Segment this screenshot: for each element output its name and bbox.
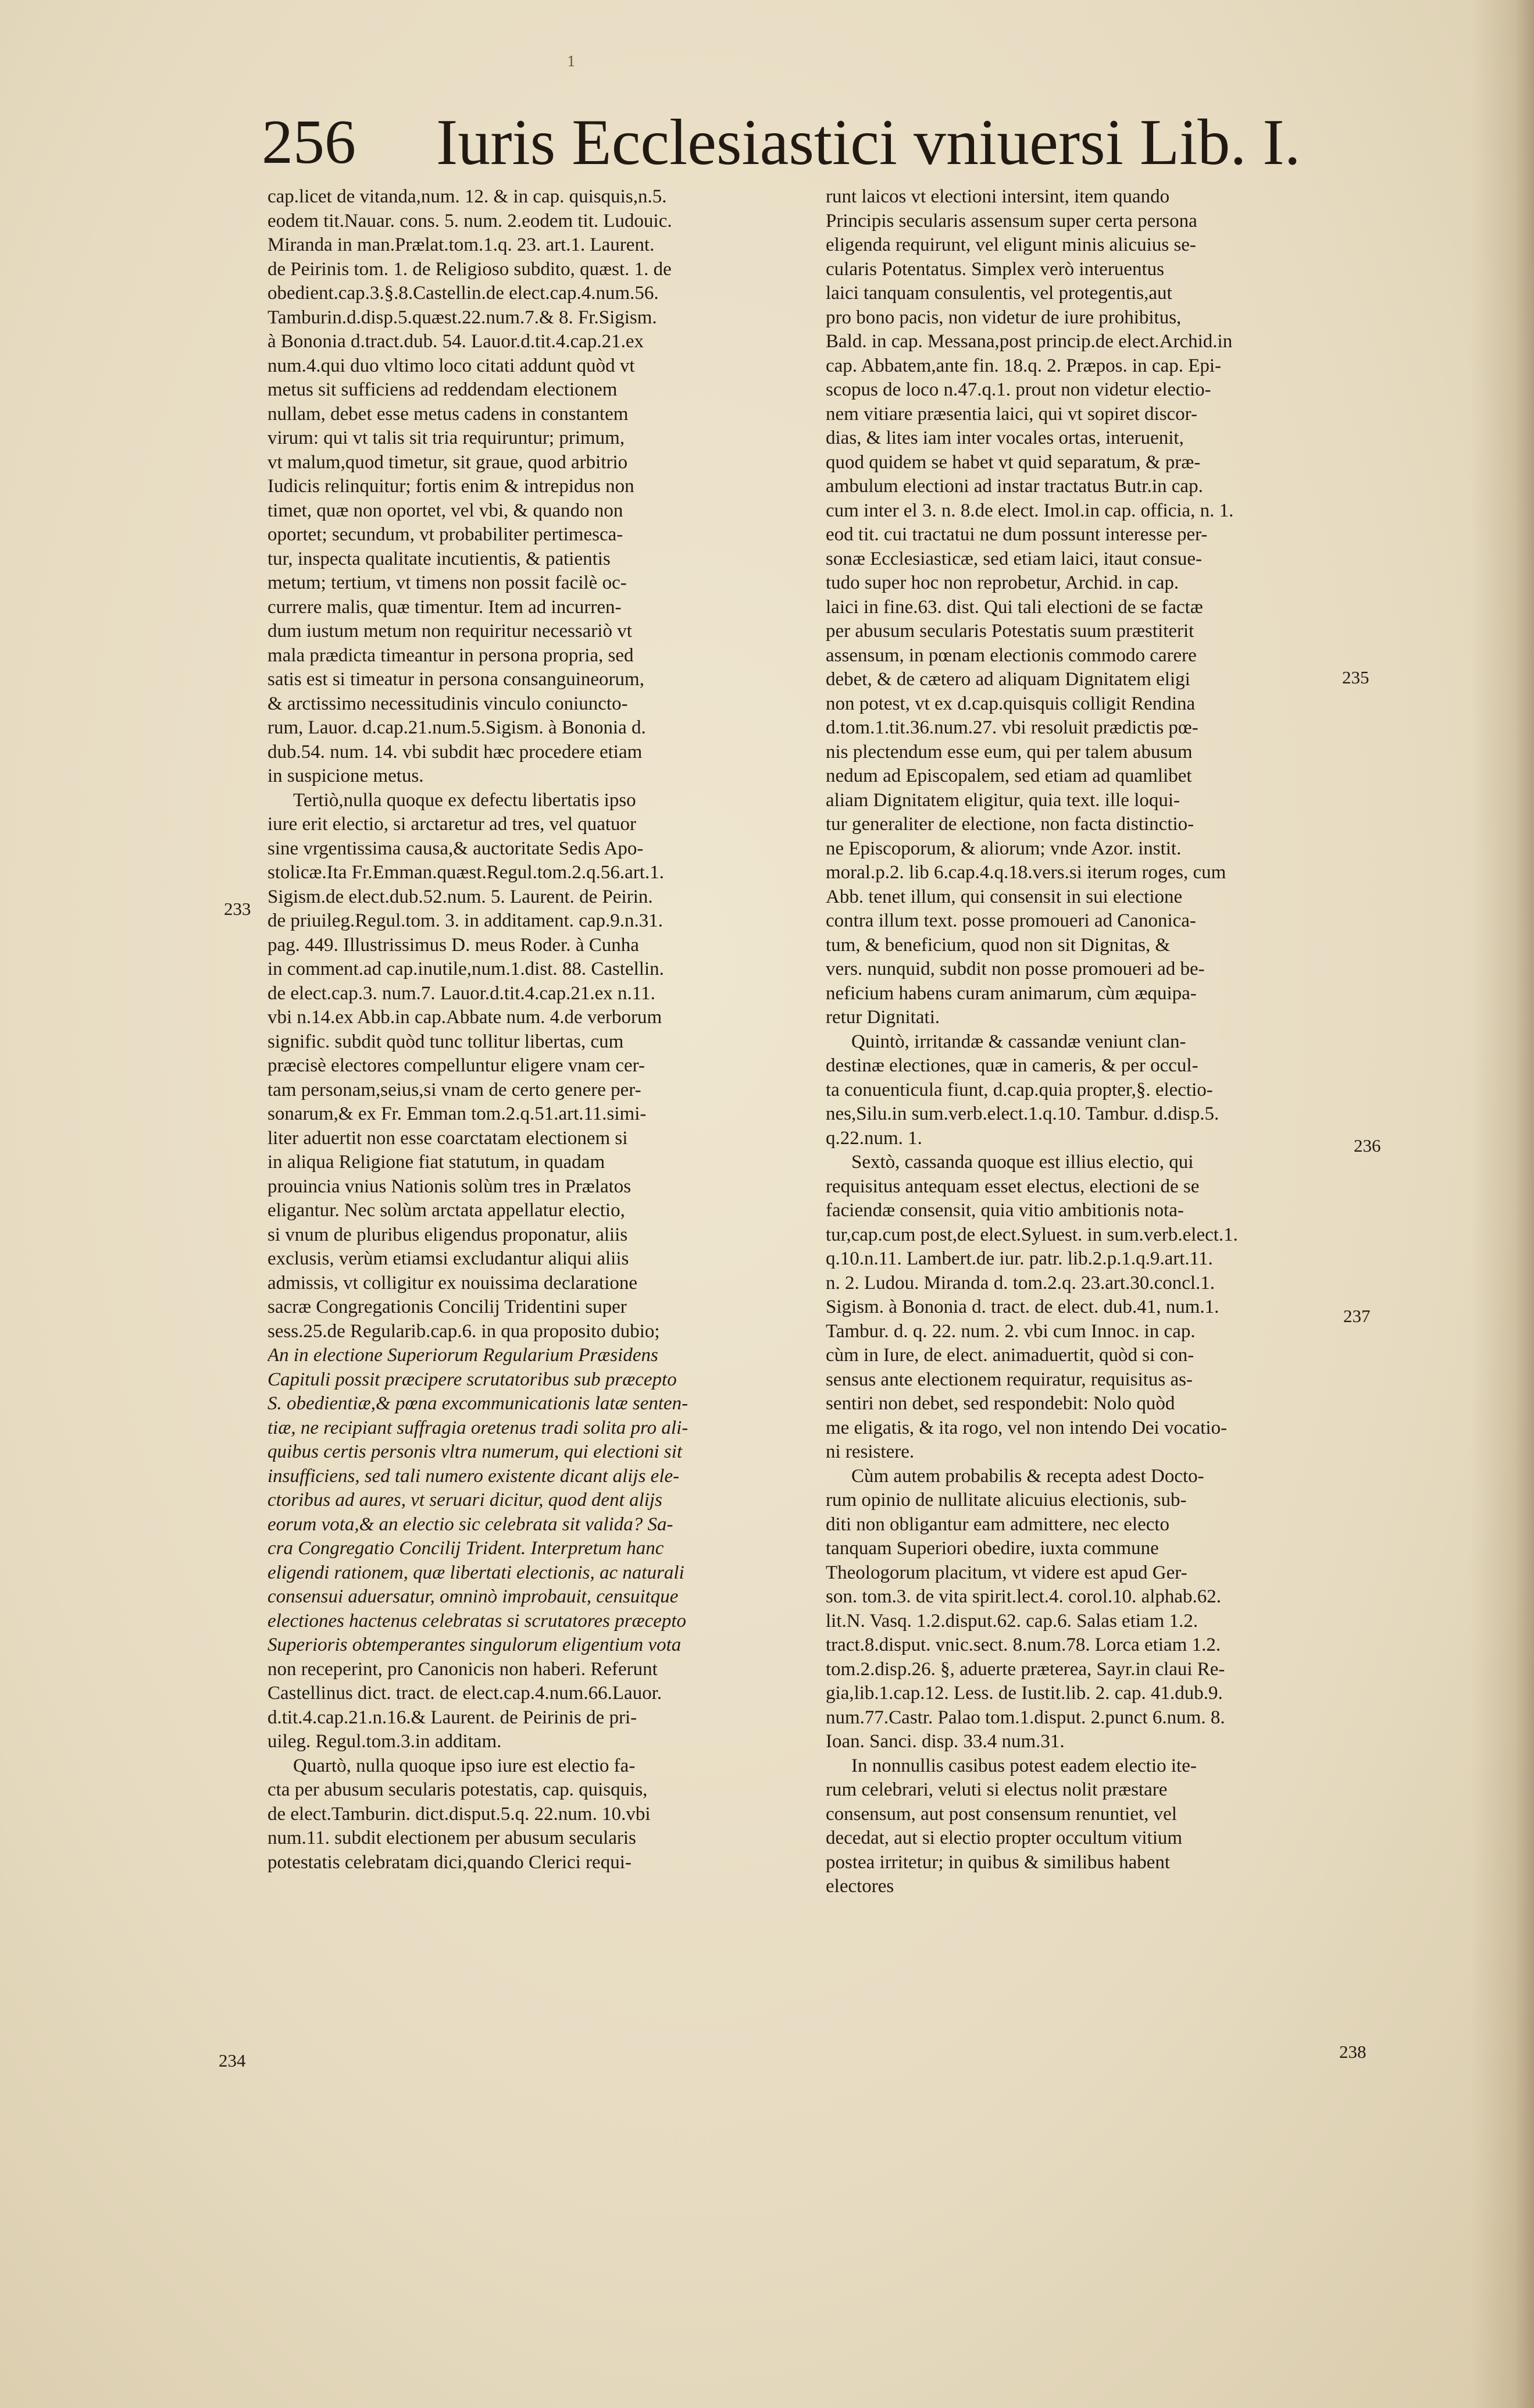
text-line: ne Episcoporum, & aliorum; vnde Azor. instit. bbox=[826, 838, 1182, 859]
text-line: iure erit electio, si arctaretur ad tres, vel quatuor bbox=[267, 814, 637, 835]
text-line: in suspicione metus. bbox=[267, 765, 424, 786]
text-line: ni resistere. bbox=[826, 1441, 915, 1462]
right-column bbox=[826, 185, 1337, 1899]
page-number: 256 bbox=[262, 108, 356, 177]
text-line: eligenda requirunt, vel eligunt minis alicuius se- bbox=[826, 234, 1196, 255]
text-line: q.10.n.11. Lambert.de iur. patr. lib.2.p.1.q.9.art.11. bbox=[826, 1248, 1213, 1269]
text-line: requisitus antequam esset electus, electioni de se bbox=[826, 1175, 1200, 1197]
text-line: quod quidem se habet vt quid separatum, & præ- bbox=[826, 451, 1201, 473]
text-line: & arctissimo necessitudinis vinculo coniuncto- bbox=[267, 693, 628, 714]
text-line: cum inter el 3. n. 8.de elect. Imol.in cap. officia, n. 1. bbox=[826, 500, 1234, 521]
text-line: à Bononia d.tract.dub. 54. Lauor.d.tit.4.cap.21.ex bbox=[267, 331, 644, 352]
text-line: electores bbox=[826, 1876, 894, 1897]
text-line: laici tanquam consulentis, vel protegentis,aut bbox=[826, 283, 1172, 304]
text-line: sentiri non debet, sed respondebit: Nolo quòd bbox=[826, 1393, 1175, 1414]
text-line: moral.p.2. lib 6.cap.4.q.18.vers.si iterum roges, cum bbox=[826, 862, 1226, 883]
text-line: cularis Potentatus. Simplex verò interuentus bbox=[826, 258, 1164, 280]
text-line: retur Dignitati. bbox=[826, 1007, 940, 1028]
corner-mark: 1 bbox=[567, 54, 576, 70]
text-line: Tertiò,nulla quoque ex defectu libertatis ipso bbox=[293, 789, 636, 811]
text-line: sess.25.de Regularib.cap.6. in qua proposito dubio; bbox=[267, 1320, 660, 1342]
text-line: tur,cap.cum post,de elect.Syluest. in sum.verb.elect.1. bbox=[826, 1224, 1238, 1245]
text-line: Sextò, cassanda quoque est illius electio, qui bbox=[851, 1152, 1194, 1173]
text-line: in comment.ad cap.inutile,num.1.dist. 88. Castellin. bbox=[267, 959, 664, 979]
text-line: gia,lib.1.cap.12. Less. de Iustit.lib. 2. cap. 41.dub.9. bbox=[826, 1683, 1223, 1704]
text-line: nullam, debet esse metus cadens in constantem bbox=[267, 403, 629, 425]
text-line: nedum ad Episcopalem, sed etiam ad quamlibet bbox=[826, 765, 1192, 786]
text-line: Miranda in man.Prælat.tom.1.q. 23. art.1. Laurent. bbox=[267, 234, 655, 255]
text-line: runt laicos vt electioni intersint, item quando bbox=[826, 186, 1170, 207]
margin-number-238: 238 bbox=[1339, 2042, 1367, 2062]
text-line: Ioan. Sanci. disp. 33.4 num.31. bbox=[826, 1731, 1065, 1752]
text-line: pag. 449. Illustrissimus D. meus Roder. à Cunha bbox=[267, 934, 639, 956]
text-line: debet, & de cætero ad aliquam Dignitatem eligi bbox=[826, 669, 1190, 690]
text-line: Superioris obtemperantes singulorum eligentium vota bbox=[267, 1634, 682, 1655]
text-line: tam personam,seius,si vnam de certo genere per- bbox=[267, 1079, 641, 1100]
text-line: tum, & beneficium, quod non sit Dignitas, & bbox=[826, 934, 1171, 956]
text-line: stolicæ.Ita Fr.Emman.quæst.Regul.tom.2.q.56.art.1. bbox=[267, 862, 664, 883]
text-line: d.tit.4.cap.21.n.16.& Laurent. de Peirinis de pri- bbox=[267, 1707, 637, 1728]
text-line: In nonnullis casibus potest eadem electio ite- bbox=[851, 1755, 1197, 1776]
text-line: Cùm autem probabilis & recepta adest Docto- bbox=[851, 1465, 1204, 1487]
margin-number-237: 237 bbox=[1343, 1306, 1371, 1326]
text-line: pro bono pacis, non videtur de iure prohibitus, bbox=[826, 307, 1182, 328]
text-line: Quintò, irritandæ & cassandæ veniunt clan- bbox=[851, 1031, 1186, 1052]
text-line: S. obedientiæ,& pœna excommunicationis latæ senten- bbox=[267, 1393, 688, 1414]
text-line: vbi n.14.ex Abb.in cap.Abbate num. 4.de verborum bbox=[267, 1007, 662, 1028]
text-line: cap.licet de vitanda,num. 12. & in cap. quisquis,n.5. bbox=[267, 186, 667, 207]
text-line: Quartò, nulla quoque ipso iure est electio fa- bbox=[293, 1755, 636, 1776]
text-line: dub.54. num. 14. vbi subdit hæc procedere etiam bbox=[267, 741, 643, 763]
text-line: Sigism.de elect.dub.52.num. 5. Laurent. de Peirin. bbox=[267, 886, 653, 907]
text-line: nes,Silu.in sum.verb.elect.1.q.10. Tambur. d.disp.5. bbox=[826, 1103, 1219, 1124]
text-line: Sigism. à Bononia d. tract. de elect. dub.41, num.1. bbox=[826, 1296, 1219, 1317]
text-line: me eligatis, & ita rogo, vel non intendo Dei vocatio- bbox=[826, 1417, 1228, 1438]
text-line: metum; tertium, vt timens non possit facilè oc- bbox=[267, 572, 627, 593]
text-line: num.77.Castr. Palao tom.1.disput. 2.punct 6.num. 8. bbox=[826, 1707, 1225, 1728]
text-line: rum, Lauor. d.cap.21.num.5.Sigism. à Bononia d. bbox=[267, 717, 646, 738]
text-line: consensum, aut post consensum renuntiet, vel bbox=[826, 1803, 1177, 1825]
text-line: consensui aduersatur, omninò improbauit, censuitque bbox=[267, 1586, 679, 1607]
text-line: cta per abusum secularis potestatis, cap. quisquis, bbox=[267, 1779, 648, 1800]
text-line: in aliqua Religione fiat statutum, in quadam bbox=[267, 1152, 605, 1173]
text-line: currere malis, quæ timentur. Item ad incurren- bbox=[267, 596, 622, 618]
text-line: Capituli possit præcipere scrutatoribus sub præcepto bbox=[267, 1369, 677, 1390]
text-line: admissis, vt colligitur ex nouissima declaratione bbox=[267, 1272, 638, 1294]
text-line: decedat, aut si electio propter occultum vitium bbox=[826, 1828, 1183, 1848]
text-line: signific. subdit quòd tunc tollitur libertas, cum bbox=[267, 1031, 624, 1052]
text-line: cap. Abbatem,ante fin. 18.q. 2. Præpos. in cap. Epi- bbox=[826, 355, 1222, 376]
margin-number-234: 234 bbox=[219, 2050, 246, 2071]
text-line: cùm in Iure, de elect. animaduertit, quòd si con- bbox=[826, 1345, 1194, 1366]
text-line: num.11. subdit electionem per abusum secularis bbox=[267, 1828, 636, 1848]
text-line: dum iustum metum non requiritur necessariò vt bbox=[267, 621, 632, 642]
running-title: Iuris Ecclesiastici vniuersi Lib. I. bbox=[436, 106, 1301, 179]
text-line: sacræ Congregationis Concilij Tridentini super bbox=[267, 1296, 627, 1317]
text-line: electiones hactenus celebratas si scrutatores præcepto bbox=[267, 1610, 687, 1632]
text-line: tudo super hoc non reprobetur, Archid. in cap. bbox=[826, 572, 1179, 593]
margin-number-235: 235 bbox=[1342, 667, 1369, 688]
text-line: eligendi rationem, quæ libertati electionis, ac naturali bbox=[267, 1562, 684, 1583]
text-line: sonæ Ecclesiasticæ, sed etiam laici, itaut consue- bbox=[826, 548, 1202, 569]
text-line: sensus ante electionem requiratur, requisitus as- bbox=[826, 1369, 1193, 1390]
text-line: tract.8.disput. vnic.sect. 8.num.78. Lorca etiam 1.2. bbox=[826, 1634, 1221, 1655]
text-line: Iudicis relinquitur; fortis enim & intrepidus non bbox=[267, 476, 634, 497]
text-line: An in electione Superiorum Regularium Præsidens bbox=[267, 1345, 658, 1366]
text-line: cra Congregatio Concilij Trident. Interpretum hanc bbox=[267, 1538, 664, 1559]
text-line: diti non obligantur eam admittere, nec electo bbox=[826, 1513, 1170, 1535]
text-line: eodem tit.Nauar. cons. 5. num. 2.eodem tit. Ludouic. bbox=[267, 210, 672, 231]
text-line: rum celebrari, veluti si electus nolit præstare bbox=[826, 1779, 1168, 1800]
text-line: q.22.num. 1. bbox=[826, 1127, 922, 1149]
text-line: satis est si timeatur in persona consanguineorum, bbox=[267, 669, 644, 690]
text-line: tur, inspecta qualitate incutientis, & patientis bbox=[267, 548, 611, 569]
text-line: vers. nunquid, subdit non posse promoueri ad be- bbox=[826, 959, 1205, 979]
text-line: potestatis celebratam dici,quando Clerici requi- bbox=[267, 1851, 632, 1873]
text-line: num.4.qui duo vltimo loco citati addunt quòd vt bbox=[267, 355, 635, 376]
running-header bbox=[262, 99, 1425, 186]
text-line: liter aduertit non esse coarctatam electionem si bbox=[267, 1127, 628, 1149]
text-line: Theologorum placitum, vt videre est apud Ger- bbox=[826, 1562, 1187, 1583]
text-line: non receperint, pro Canonicis non haberi. Referunt bbox=[267, 1658, 658, 1680]
text-line: destinæ electiones, quæ in cameris, & per occul- bbox=[826, 1055, 1198, 1076]
text-line: insufficiens, sed tali numero existente dicant alijs ele- bbox=[267, 1465, 680, 1487]
text-line: Castellinus dict. tract. de elect.cap.4.num.66.Lauor. bbox=[267, 1683, 662, 1704]
text-line: metus sit sufficiens ad reddendam electionem bbox=[267, 379, 618, 400]
text-line: son. tom.3. de vita spirit.lect.4. corol.10. alphab.62. bbox=[826, 1586, 1222, 1607]
text-line: nis plectendum esse eum, qui per talem abusum bbox=[826, 741, 1193, 763]
text-line: de elect.cap.3. num.7. Lauor.d.tit.4.cap.21.ex n.11. bbox=[267, 982, 655, 1004]
text-line: de priuileg.Regul.tom. 3. in additament. cap.9.n.31. bbox=[267, 910, 663, 931]
text-line: ta conuenticula fiunt, d.cap.quia propter,§. electio- bbox=[826, 1079, 1213, 1100]
text-line: aliam Dignitatem eligitur, quia text. ille loqui- bbox=[826, 789, 1180, 811]
text-line: neficium habens curam animarum, cùm æquipa- bbox=[826, 982, 1197, 1004]
text-line: laici in fine.63. dist. Qui tali electioni de se factæ bbox=[826, 596, 1203, 618]
text-line: Principis secularis assensum super certa persona bbox=[826, 210, 1197, 231]
text-line: lit.N. Vasq. 1.2.disput.62. cap.6. Salas etiam 1.2. bbox=[826, 1610, 1198, 1632]
text-line: scopus de loco n.47.q.1. prout non videtur electio- bbox=[826, 379, 1211, 400]
text-line: tur generaliter de electione, non facta distinctio- bbox=[826, 814, 1194, 835]
text-line: ambulum electioni ad instar tractatus Butr.in cap. bbox=[826, 476, 1203, 497]
text-line: postea irritetur; in quibus & similibus habent bbox=[826, 1851, 1171, 1873]
text-line: Bald. in cap. Messana,post princip.de elect.Archid.in bbox=[826, 331, 1233, 352]
text-line: uileg. Regul.tom.3.in additam. bbox=[267, 1731, 502, 1752]
margin-number-233: 233 bbox=[224, 899, 251, 919]
text-line: contra illum text. posse promoueri ad Canonica- bbox=[826, 910, 1196, 931]
text-line: Tambur. d. q. 22. num. 2. vbi cum Innoc. in cap. bbox=[826, 1320, 1196, 1342]
text-line: non potest, vt ex d.cap.quisquis colligit Rendina bbox=[826, 693, 1196, 714]
text-line: virum: qui vt talis sit tria requiruntur; primum, bbox=[267, 428, 625, 448]
text-line: Abb. tenet illum, qui consensit in sui electione bbox=[826, 886, 1183, 907]
text-line: assensum, in pœnam electionis commodo carere bbox=[826, 644, 1197, 666]
text-line: de elect.Tamburin. dict.disput.5.q. 22.num. 10.vbi bbox=[267, 1803, 651, 1825]
text-line: quibus certis personis vltra numerum, qui electioni sit bbox=[267, 1441, 683, 1462]
text-line: sine vrgentissima causa,& auctoritate Sedis Apo- bbox=[267, 838, 644, 859]
text-line: rum opinio de nullitate alicuius electionis, sub- bbox=[826, 1490, 1187, 1511]
text-line: præcisè electores compelluntur eligere vnam cer- bbox=[267, 1055, 645, 1076]
text-line: tanquam Superiori obedire, iuxta commune bbox=[826, 1538, 1159, 1559]
text-line: Tamburin.d.disp.5.quæst.22.num.7.& 8. Fr.Sigism. bbox=[267, 307, 657, 328]
text-line: sonarum,& ex Fr. Emman tom.2.q.51.art.11.simi- bbox=[267, 1103, 647, 1124]
text-line: tom.2.disp.26. §, aduerte præterea, Sayr.in claui Re- bbox=[826, 1658, 1225, 1680]
left-column bbox=[267, 185, 779, 1875]
text-line: ctoribus ad aures, vt seruari dicitur, quod dent alijs bbox=[267, 1490, 662, 1511]
text-line: eod tit. cui tractatui ne dum possunt interesse per- bbox=[826, 524, 1208, 545]
text-line: si vnum de pluribus eligendus proponatur, aliis bbox=[267, 1224, 628, 1245]
text-line: oportet; secundum, vt probabiliter pertimescа- bbox=[267, 524, 623, 545]
text-line: timet, quæ non oportet, vel vbi, & quando non bbox=[267, 500, 623, 521]
text-line: dias, & lites iam inter vocales ortas, interuenit, bbox=[826, 428, 1184, 448]
text-line: nem vitiare præsentia laici, qui vt sopiret discor- bbox=[826, 403, 1198, 425]
text-line: mala prædicta timeantur in persona propria, sed bbox=[267, 644, 634, 666]
text-line: eorum vota,& an electio sic celebrata sit valida? Sa- bbox=[267, 1513, 673, 1535]
text-line: d.tom.1.tit.36.num.27. vbi resoluit prædictis pœ- bbox=[826, 717, 1198, 738]
margin-number-236: 236 bbox=[1354, 1135, 1381, 1156]
text-line: faciendæ consensit, quia vitio ambitionis nota- bbox=[826, 1200, 1184, 1221]
text-line: tiæ, ne recipiant suffragia oretenus tradi solita pro ali- bbox=[267, 1417, 688, 1438]
text-line: per abusum secularis Potestatis suum præstiterit bbox=[826, 621, 1194, 642]
text-line: vt malum,quod timetur, sit graue, quod arbitrio bbox=[267, 451, 628, 473]
text-line: obedient.cap.3.§.8.Castellin.de elect.cap.4.num.56. bbox=[267, 283, 659, 304]
text-line: eligantur. Nec solùm arctata appellatur electio, bbox=[267, 1200, 625, 1221]
page-edge-shadow bbox=[1470, 0, 1534, 2408]
text-line: de Peirinis tom. 1. de Religioso subdito, quæst. 1. de bbox=[267, 258, 672, 280]
text-line: prouincia vnius Nationis solùm tres in Prælatos bbox=[267, 1175, 632, 1197]
text-line: n. 2. Ludou. Miranda d. tom.2.q. 23.art.30.concl.1. bbox=[826, 1272, 1215, 1294]
text-line: exclusis, verùm etiamsi excludantur aliqui aliis bbox=[267, 1248, 629, 1269]
